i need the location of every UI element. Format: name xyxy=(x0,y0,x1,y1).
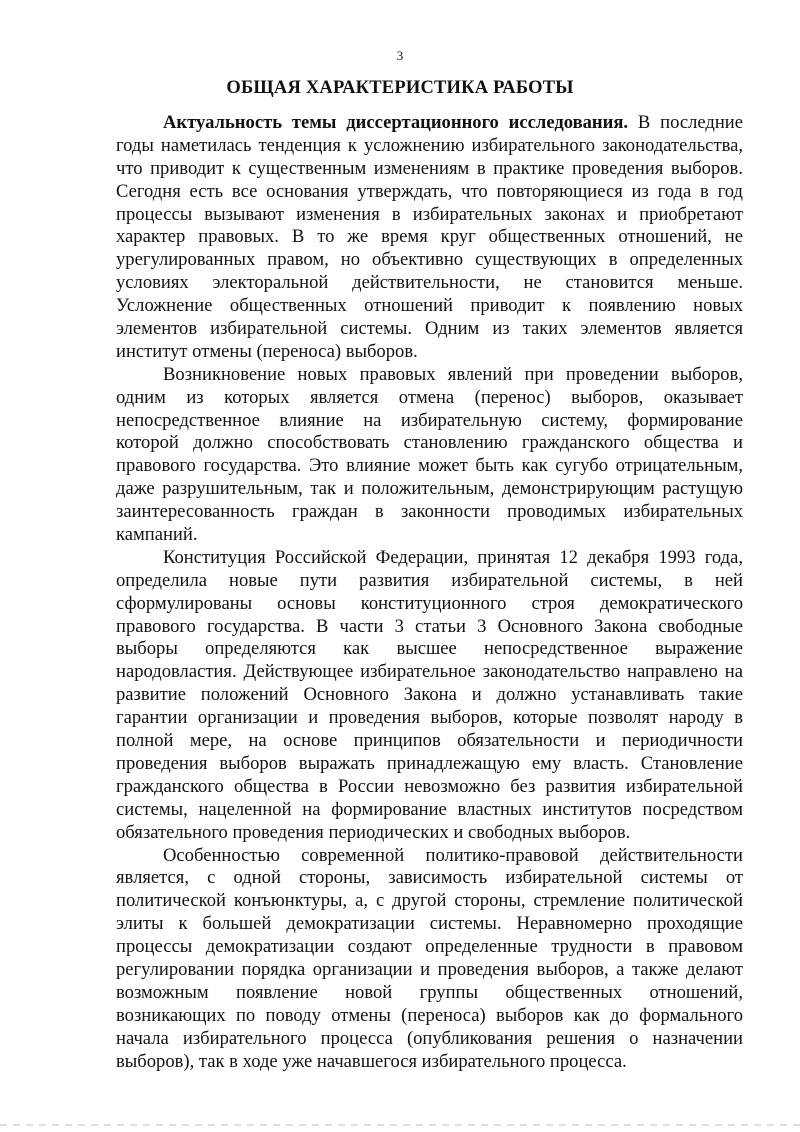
text-line: является, с одной стороны, зависимость избирательной системы от xyxy=(116,867,743,889)
text-line: Особенностью современной политико-правовой действительности xyxy=(163,844,743,866)
text-line: урегулированных правом, но объективно существующих в определенных xyxy=(116,249,743,271)
text-line: институт отмены (переноса) выборов. xyxy=(116,340,418,362)
text-line: системы, нацеленной на формирование властных институтов посредством xyxy=(116,798,743,820)
text-line: элиты к большей демократизации системы. Неравномерно проходящие xyxy=(116,913,743,935)
text-line: обязательного проведения периодических и свободных выборов. xyxy=(116,821,631,843)
text-line: развитие положений Основного Закона и должно устанавливать такие xyxy=(116,684,743,706)
text-line: народовластия. Действующее избирательное законодательство направлено на xyxy=(116,661,743,683)
paragraph-lead-heading: Актуальность темы диссертационного исследования. xyxy=(163,112,629,133)
text-line: возникающих по поводу отмены (переноса) выборов как до формального xyxy=(116,1004,743,1026)
section-title: ОБЩАЯ ХАРАКТЕРИСТИКА РАБОТЫ xyxy=(226,78,574,98)
text-line: начала избирательного процесса (опубликования решения о назначении xyxy=(116,1027,743,1049)
text-line: гарантии организации и проведения выборов, которые позволят народу в xyxy=(116,707,743,729)
text-line: непосредственное влияние на избирательную систему, формирование xyxy=(116,409,743,431)
text-line: проведения выборов выражать принадлежащую ему власть. Становление xyxy=(116,752,743,774)
paragraph-1-line-1 xyxy=(116,112,743,135)
text-line: сформулированы основы конституционного строя демократического xyxy=(116,592,743,614)
text-line: кампаний. xyxy=(116,524,198,546)
text-line: выборы определяются как высшее непосредственное выражение xyxy=(116,638,743,660)
text-line: процессы вызывают изменения в избирательных законах и приобретают xyxy=(116,203,743,225)
text-line: Возникновение новых правовых явлений при проведении выборов, xyxy=(163,363,743,385)
text-line: годы наметилась тенденция к усложнению избирательного законодательства, xyxy=(116,134,743,156)
page-number: 3 xyxy=(396,48,404,63)
text-line: Усложнение общественных отношений приводит к появлению новых xyxy=(116,295,743,317)
text-line: Конституция Российской Федерации, принятая 12 декабря 1993 года, xyxy=(163,546,743,568)
text-line: заинтересованность граждан в законности проводимых избирательных xyxy=(116,501,743,523)
text-line: что приводит к существенным изменениям в практике проведения выборов. xyxy=(116,157,743,179)
text-line: одним из которых является отмена (перенос) выборов, оказывает xyxy=(116,386,743,408)
body-text xyxy=(116,112,743,1073)
text-line: условиях электоральной действительности, не становится меньше. xyxy=(116,272,743,294)
text-line: даже разрушительным, так и положительным, демонстрирующим растущую xyxy=(116,478,743,500)
text-line: гражданского общества в России невозможно без развития избирательной xyxy=(116,775,743,797)
text-line: процессы демократизации создают определенные трудности в правовом xyxy=(116,936,743,958)
text-line: определила новые пути развития избирательной системы, в ней xyxy=(116,569,743,591)
text-line: возможным появление новой группы общественных отношений, xyxy=(116,981,743,1003)
text-line: В последние xyxy=(628,112,743,133)
text-line: характер правовых. В то же время круг общественных отношений, не xyxy=(116,226,743,248)
text-line: элементов избирательной системы. Одним из таких элементов является xyxy=(116,318,743,340)
text-line: которой должно способствовать становлению гражданского общества и xyxy=(116,432,743,454)
text-line: регулировании порядка организации и проведения выборов, а также делают xyxy=(116,958,743,980)
scan-edge-artifact xyxy=(0,1124,800,1126)
text-line: полной мере, на основе принципов обязательности и периодичности xyxy=(116,730,743,752)
text-line: политической конъюнктуры, а, с другой стороны, стремление политической xyxy=(116,890,743,912)
text-line: правового государства. Это влияние может быть как сугубо отрицательным, xyxy=(116,455,743,477)
text-line: Сегодня есть все основания утверждать, что повторяющиеся из года в год xyxy=(116,180,743,202)
text-line: правового государства. В части 3 статьи 3 Основного Закона свободные xyxy=(116,615,743,637)
text-line: выборов), так в ходе уже начавшегося избирательного процесса. xyxy=(116,1050,627,1072)
